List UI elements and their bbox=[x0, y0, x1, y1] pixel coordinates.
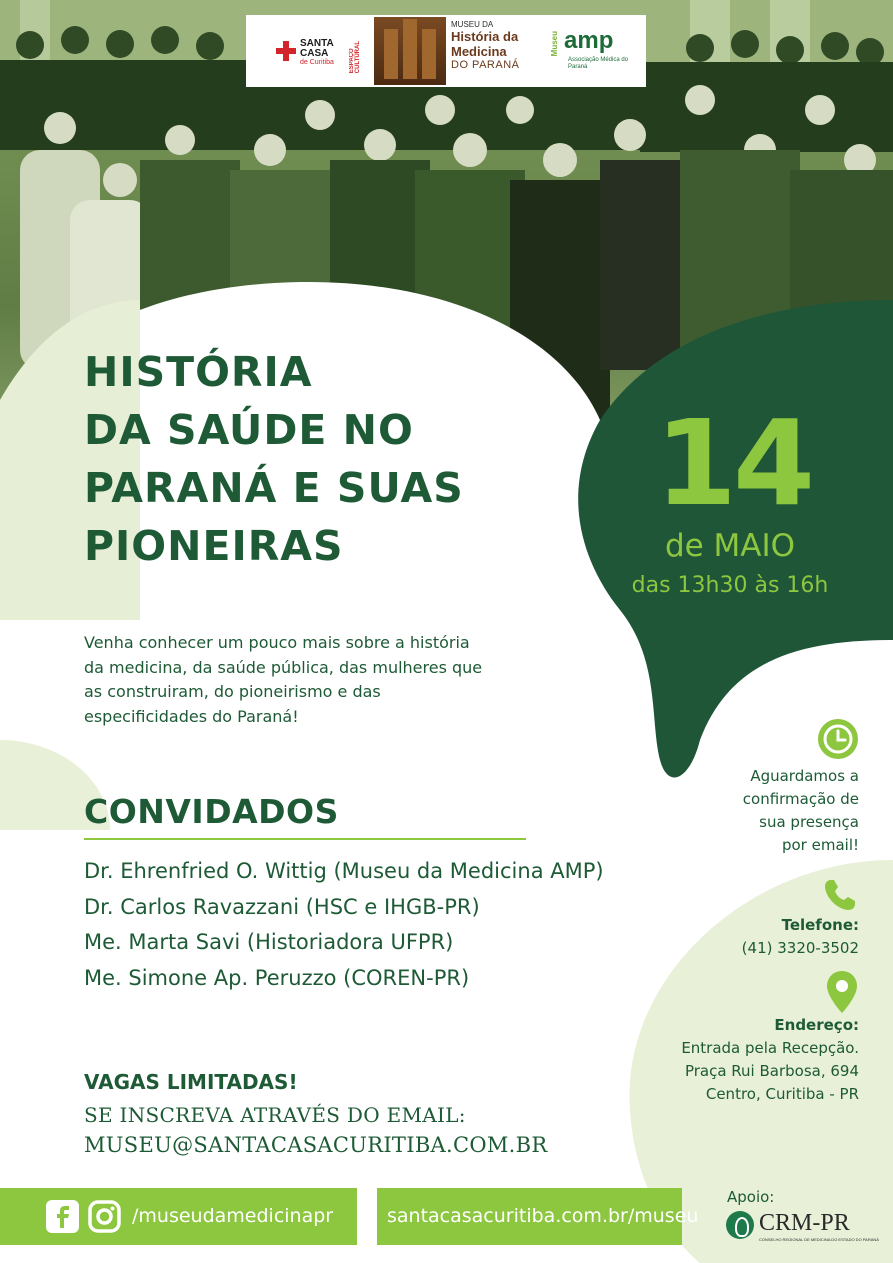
guests-divider bbox=[84, 838, 526, 840]
phone-label: Telefone: bbox=[781, 916, 859, 934]
instagram-icon[interactable] bbox=[88, 1200, 121, 1233]
title-line-1: HISTÓRIA bbox=[84, 348, 313, 396]
crm-seal-icon bbox=[726, 1211, 754, 1239]
amp-full-name: Associação Médica do Paraná bbox=[568, 57, 629, 70]
red-cross-icon bbox=[276, 41, 296, 61]
title-line-4: PIONEIRAS bbox=[84, 522, 344, 570]
guests-heading: CONVIDADOS bbox=[84, 792, 339, 831]
website-link[interactable]: santacasacuritiba.com.br/museu bbox=[387, 1205, 699, 1227]
rsvp-line-2: confirmação de bbox=[742, 790, 859, 808]
amp-logo bbox=[550, 25, 630, 79]
rsvp-line-3: sua presença bbox=[759, 813, 859, 831]
support-label: Apoio: bbox=[727, 1188, 775, 1206]
event-time: das 13h30 às 16h bbox=[631, 573, 829, 598]
title-line-3: PARANÁ E SUAS bbox=[84, 464, 464, 512]
address-line-1: Entrada pela Recepção. bbox=[681, 1039, 859, 1057]
rsvp-line-1: Aguardamos a bbox=[750, 767, 859, 785]
amp-museu-label: Museu bbox=[550, 31, 559, 57]
museu-historia-medicina-logo bbox=[451, 20, 546, 71]
address-info bbox=[681, 1014, 859, 1106]
santa-casa-text: SANTA bbox=[300, 38, 334, 49]
phone-info bbox=[742, 914, 859, 960]
guest-item: Me. Simone Ap. Peruzzo (COREN-PR) bbox=[84, 965, 470, 990]
rsvp-line-4: por email! bbox=[781, 836, 859, 854]
crm-wordmark: CRM-PR bbox=[759, 1210, 850, 1236]
rsvp-info bbox=[743, 765, 859, 857]
social-handle-link[interactable]: /museudamedicinapr bbox=[132, 1205, 334, 1227]
museum-building-image bbox=[374, 17, 446, 85]
museu-label: MUSEU DA bbox=[451, 20, 494, 29]
limited-spots-notice: VAGAS LIMITADAS! bbox=[84, 1070, 298, 1094]
museu-title-1: História da bbox=[451, 29, 519, 44]
partner-logos-banner bbox=[246, 15, 646, 87]
guests-list bbox=[84, 854, 704, 996]
guest-item: Dr. Carlos Ravazzani (HSC e IHGB-PR) bbox=[84, 894, 480, 919]
phone-number[interactable]: (41) 3320-3502 bbox=[741, 939, 859, 957]
event-day: 14 bbox=[654, 394, 812, 532]
clock-icon bbox=[817, 718, 859, 760]
facebook-icon[interactable] bbox=[46, 1200, 79, 1233]
event-title bbox=[84, 343, 554, 575]
guest-item: Me. Marta Savi (Historiadora UFPR) bbox=[84, 930, 454, 954]
crm-full-name: CONSELHO REGIONAL DE MEDICINA DO ESTADO DO PARANÁ bbox=[759, 1237, 879, 1242]
description-line-4: especificidades do Paraná! bbox=[84, 706, 299, 726]
santa-casa-text-2: CASA bbox=[300, 48, 329, 59]
santa-casa-logo bbox=[276, 37, 361, 74]
registration-instruction: SE INSCREVA ATRAVÉS DO EMAIL: bbox=[84, 1103, 466, 1127]
guest-item: Dr. Ehrenfried O. Wittig (Museu da Medicina AMP) bbox=[84, 859, 604, 883]
museu-title-2: Medicina bbox=[451, 44, 507, 59]
title-line-2: DA SAÚDE NO bbox=[84, 406, 414, 454]
address-line-3: Centro, Curitiba - PR bbox=[705, 1085, 859, 1103]
description-line-3: as construiram, do pioneirismo e das bbox=[84, 682, 381, 701]
description-line-2: da medicina, da saúde pública, das mulheres que bbox=[84, 657, 483, 677]
registration-email-link[interactable]: MUSEU@SANTACASACURITIBA.COM.BR bbox=[84, 1133, 548, 1157]
event-description bbox=[84, 631, 554, 729]
phone-icon bbox=[823, 878, 857, 912]
crm-pr-logo bbox=[726, 1210, 879, 1246]
address-label: Endereço: bbox=[774, 1016, 859, 1034]
museu-title-3: DO PARANÁ bbox=[451, 59, 520, 71]
santa-casa-city: de Curitiba bbox=[300, 59, 334, 66]
location-pin-icon bbox=[826, 970, 858, 1014]
address-line-2: Praça Rui Barbosa, 694 bbox=[684, 1062, 859, 1080]
event-month: de MAIO bbox=[664, 528, 796, 564]
description-line-1: Venha conhecer um pouco mais sobre a história bbox=[84, 633, 470, 652]
amp-wordmark: amp bbox=[564, 27, 614, 54]
espaco-cultural-label: ESPAÇO CULTURAL bbox=[349, 41, 361, 74]
